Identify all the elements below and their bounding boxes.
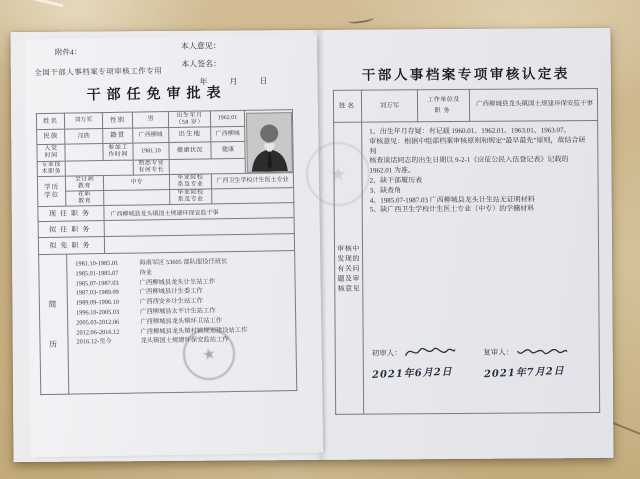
name-value: 刘万军 xyxy=(64,113,102,130)
unit-position-value: 广西柳城县龙头镇国土规建环保安监干事 xyxy=(469,89,597,122)
resume-line: 1981.10-1985.01 海南军区 53605 部队服役任班长 xyxy=(75,258,228,268)
left-form-title: 干部任免审批表 xyxy=(86,86,227,104)
finding-line: 审核意见：根据中组部档案审核原则和规定“最早最先”原则，故结合研判 xyxy=(369,135,586,156)
school2-value xyxy=(212,188,294,204)
name-label: 姓名 xyxy=(36,113,64,129)
review-section-label: 审核中发现的有关问题及审核意见 xyxy=(334,122,364,414)
first-reviewer-label: 初审人： xyxy=(371,347,402,358)
finding-line: 核查谈话同志的出生日期以 9-2-1《应征公民入伍登记表》记载的 1962.01 为准。 xyxy=(369,155,569,175)
proposed-position-label: 拟任职务 xyxy=(38,221,104,238)
resume-line: 1985.07-1987.03 广西柳城县龙头计生站工作 xyxy=(75,277,216,288)
table-row xyxy=(334,121,600,415)
onjob-edu-value xyxy=(104,190,170,206)
portrait-icon xyxy=(246,113,291,172)
resume-label: 简 历 xyxy=(39,254,69,394)
birthplace-value: 广西柳城 xyxy=(211,126,245,142)
birth-value: 1962.01 xyxy=(210,110,244,127)
table-row xyxy=(333,89,597,123)
id-photo xyxy=(245,112,292,173)
resume-line: 1985.01-1985.07 待业 xyxy=(75,269,153,278)
stamp-star-icon: ★ xyxy=(200,345,218,364)
finding-line: 2、缺干部履历表 xyxy=(369,176,423,185)
left-document-approval-form xyxy=(25,35,324,458)
work-start-value: 1981.10 xyxy=(133,143,169,161)
party-time-label: 入党 时间 xyxy=(37,144,65,161)
resume-line: 2005.03-2012.06 广西柳城县龙头镇环卫站工作 xyxy=(76,316,223,327)
current-position-value: 广西柳城县龙头镇国土规建环保安监干事 xyxy=(104,203,294,221)
resume-line: 1996.10-2005.03 广西柳城县太平计生站工作 xyxy=(75,307,216,317)
floor-scuff-mark xyxy=(348,14,375,25)
resume-line: 2016.12-至今 龙头镇国土规建环保安监站工作 xyxy=(76,336,229,346)
second-reviewer-label: 复审人： xyxy=(483,347,514,357)
stamp-star-icon: ★ xyxy=(329,163,347,184)
finding-line: 5、缺广西卫生学校计生医士专业（中专）的学籍材料 xyxy=(369,204,535,214)
ethnic-value: 汉族 xyxy=(65,129,103,145)
current-position-label: 现任职务 xyxy=(38,206,104,222)
birthplace-label: 出生地 xyxy=(169,127,211,143)
review-form-table xyxy=(333,88,600,415)
school-value: 广西卫生学校计生医士专业 xyxy=(211,173,293,189)
gender-value: 男 xyxy=(132,112,168,129)
table-row xyxy=(39,251,297,395)
resume-content xyxy=(67,251,297,395)
first-reviewer-block xyxy=(372,344,484,380)
education-degree-label: 学历 学位 xyxy=(37,176,65,206)
onjob-edu-label: 在职 教育 xyxy=(66,191,104,207)
school-label: 毕业院校 系及专业 xyxy=(169,174,211,190)
health-label: 健康状况 xyxy=(169,142,211,160)
ethnic-label: 民族 xyxy=(37,129,65,144)
right-form-title: 干部人事档案专项审核认定表 xyxy=(361,66,570,83)
birth-label: 出生年月 （58 岁） xyxy=(168,111,210,128)
second-review-date: 2021年7月2日 xyxy=(483,365,565,381)
review-content xyxy=(362,121,600,415)
specialty-label: 熟悉专业 有何专长 xyxy=(133,160,169,176)
usage-note: 全国干部人事档案专项审核工作专用 xyxy=(34,66,163,78)
finding-line: 3、缺查角 xyxy=(369,186,402,195)
signature-row xyxy=(372,343,595,380)
removal-position-label: 拟免职务 xyxy=(38,237,104,255)
native-place-label: 籍贯 xyxy=(103,128,133,143)
resume-line: 2012.06-2016.12 广西柳城县龙头镇村镇规划建设站工作 xyxy=(76,326,248,337)
party-time-value xyxy=(65,144,103,162)
resume-line: 1989.09-1996.10 广西西安乡计生站工作 xyxy=(75,297,203,307)
reviewer-signature-scribble xyxy=(404,344,456,360)
resume-line: 1987.03-1989.09 广西柳城县计生委工作 xyxy=(75,287,203,297)
name-value: 刘万军 xyxy=(361,90,417,122)
approval-form-table xyxy=(36,109,297,395)
native-place-value: 广西柳城 xyxy=(133,128,169,144)
second-reviewer-block xyxy=(483,343,595,379)
unit-position-label: 工作单位及 职务 xyxy=(417,89,469,121)
gender-label: 性别 xyxy=(102,112,132,128)
fulltime-edu-label: 全日制 教育 xyxy=(65,176,103,192)
finding-line: 1、出生年月存疑：有记载 1960.01、1962.01、1963.01、1963.07。 xyxy=(369,126,571,136)
attachment-label: 附件4： xyxy=(54,47,82,57)
reviewer-signature-scribble xyxy=(515,343,567,359)
first-review-date: 2021年6月2日 xyxy=(371,366,453,381)
finding-line: 4、1985.07-1987.03 广西柳城县龙头计生站无证明材料 xyxy=(369,195,535,205)
health-value: 健康 xyxy=(211,141,245,159)
work-start-label: 参加工 作时间 xyxy=(103,143,133,160)
id-photo-cell xyxy=(244,110,293,174)
official-seal-icon xyxy=(306,142,370,206)
name-label: 姓名 xyxy=(333,90,361,122)
school2-label: 毕业院校 系及专业 xyxy=(170,189,212,205)
fulltime-edu-value: 中专 xyxy=(103,175,169,191)
tile-grout-line xyxy=(0,0,63,7)
tech-title-label: 专业技 术职务 xyxy=(37,161,65,176)
specialty-value xyxy=(169,158,245,174)
self-date-line: 年 月 日 xyxy=(199,76,270,87)
self-opinion-label: 本人意见： xyxy=(180,41,221,51)
self-signature-label: 本人签名： xyxy=(181,59,222,69)
paper-sheet xyxy=(11,28,614,462)
tech-title-value xyxy=(65,160,133,176)
